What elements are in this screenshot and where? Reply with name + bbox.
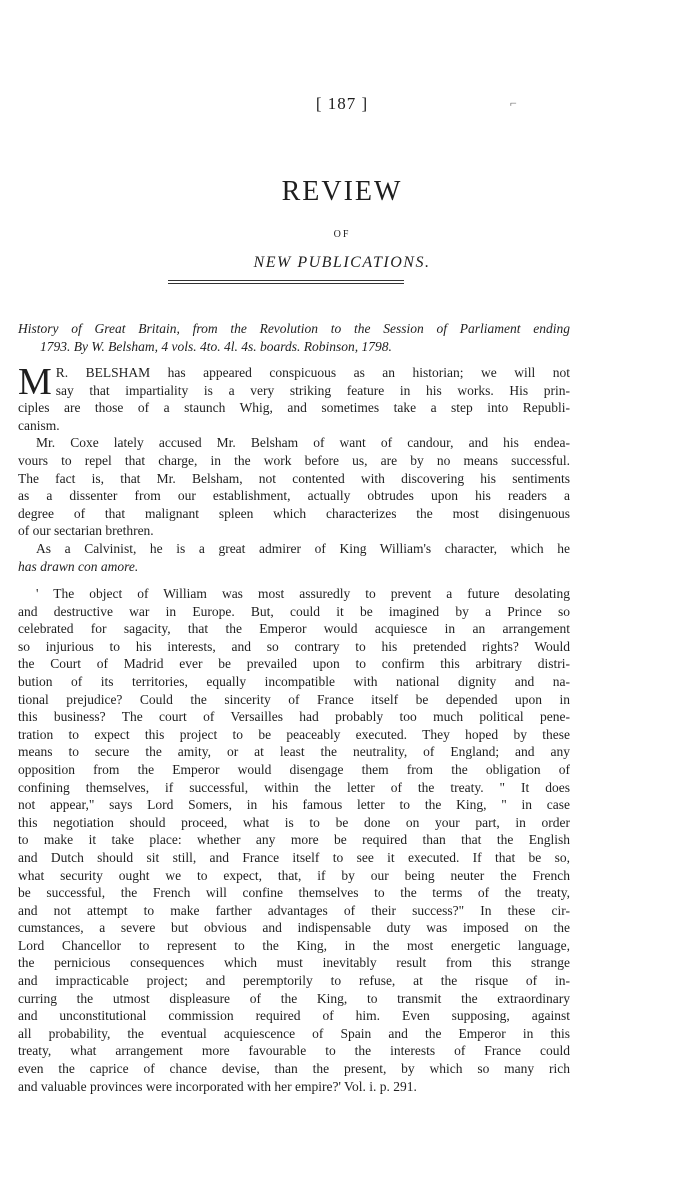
quote-line: confining themselves, if successful, within the letter of the treaty. " It does [18,779,570,795]
text-line: The fact is, that Mr. Belsham, not contented with discovering his sentiments [18,470,570,486]
quote-line: and unconstitutional commission required of him. Even supposing, against [18,1008,570,1024]
quote-line: and valuable provinces were incorporated with her empire?' Vol. i. p. 291. [18,1078,417,1094]
quote-line: the pernicious consequences which must inevitably result from this strange [18,955,570,971]
quote-line: tional prejudice? Could the sincerity of France itself be depended upon in [18,691,570,707]
page-number: [ 187 ] [315,94,369,113]
text-line: of our sectarian brethren. [18,523,154,539]
quote-line: even the caprice of chance devise, than the present, by which so many rich [18,1061,570,1077]
quote-line: be successful, the French will confine themselves to the terms of the treaty, [18,885,570,901]
quote-line: bution of its territories, equally incompatible with national dignity and na- [18,673,570,689]
biblio-line: 1793. By W. Belsham, 4 vols. 4to. 4l. 4s. boards. Robinson, 1798. [40,338,392,354]
text-line: has drawn con amore. [18,558,139,574]
double-rule-top [168,280,404,281]
paragraph [18,361,570,434]
double-rule-bottom [168,283,404,284]
quote-line: the Court of Madrid ever be prevailed upon to confirm this arbitrary distri- [18,656,570,672]
text-line: say that impartiality is a very striking feature in his works. His prin- [55,382,570,398]
quote-line: and impracticable project; and peremptorily to refuse, at the risque of in- [18,973,570,989]
quote-line: ' The object of William was most assuredly to prevent a future desolating [36,586,570,601]
quote-line: celebrated for sagacity, that the Emperor would acquiesce in an arrangement [18,621,570,637]
text-line: canism. [18,417,60,433]
biblio-line: History of Great Britain, from the Revolution to the Session of Parliament ending [18,321,570,336]
review-body [18,361,570,575]
text-line: As a Calvinist, he is a great admirer of King William's character, which he [36,540,570,556]
quote-line: and destructive war in Europe. But, could it be imagined by a Prince so [18,603,570,619]
quote-line: not appear," says Lord Somers, in his famous letter to the King, " in case [18,797,570,813]
quote-line: this negotiation should proceed, what is to be done on your part, in order [18,814,570,830]
text-line: degree of that malignant spleen which characterizes the most disingenuous [18,505,570,521]
quote-line: this business? The court of Versailles had probably too much political pene- [18,709,570,725]
quote-line: curring the utmost displeasure of the King, to transmit the extraordinary [18,990,570,1006]
quotation-block [18,585,570,1095]
text-line: R. BELSHAM has appeared conspicuous as an historian; we will not [55,365,570,380]
quote-line: all probability, the eventual acquiescence of Spain and the Emperor in this [18,1025,570,1041]
text-line: ciples are those of a staunch Whig, and sometimes take a step into Republi- [18,400,570,416]
quote-line: Lord Chancellor to represent to the King, in the most energetic language, [18,937,570,953]
drop-cap: M [18,361,52,403]
bibliographic-entry [18,320,570,355]
section-subheading: NEW PUBLICATIONS. [253,254,431,271]
quote-line: and Dutch should sit still, and France itself to see it executed. If that be so, [18,849,570,865]
text-line: vours to repel that charge, in the work before us, are by no means successful. [18,452,570,468]
quote-line: to make it take place: whether any more be required than that the English [18,832,570,848]
quote-line: treaty, what arrangement more favourable to the interests of France could [18,1043,570,1059]
text-line: as a dissenter from our establishment, actually obtrudes upon his readers a [18,488,570,504]
quote-line: tration to expect this project to be peaceably executed. They hoped by these [18,726,570,742]
heading-connector: OF [333,229,351,240]
paragraph [18,434,570,540]
quote-line: cumstances, a severe but obvious and indispensable duty was imposed on the [18,920,570,936]
quote-line: means to secure the amity, or at least the neutrality, of England; and any [18,744,570,760]
quote-line: so injurious to his interests, and so contrary to his pretended rights? Would [18,638,570,654]
paragraph [18,540,570,575]
section-heading: REVIEW [281,176,403,207]
quote-line: what security ought we to expect, that, if by our being neuter the French [18,867,570,883]
corner-mark: ⌐ [510,96,517,110]
text-line: Mr. Coxe lately accused Mr. Belsham of want of candour, and his endea- [36,435,570,451]
quote-line: and not attempt to make farther advantages of their success?" In these cir- [18,902,570,918]
quote-line: opposition from the Emperor would disengage them from the obligation of [18,761,570,777]
